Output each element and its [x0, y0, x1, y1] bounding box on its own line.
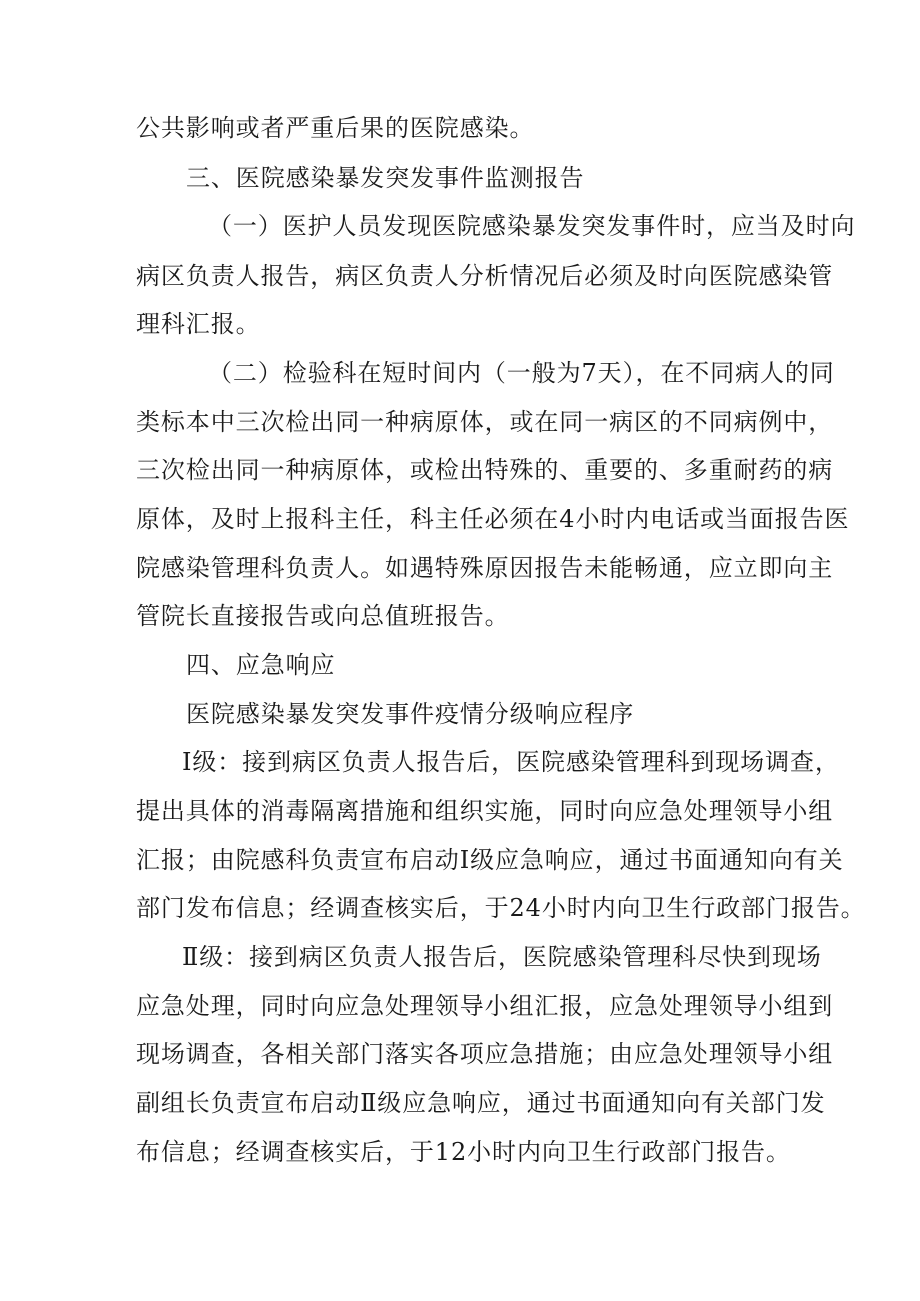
section-heading: 四、应急响应 — [186, 651, 336, 679]
paragraph-line: 提出具体的消毒隔离措施和组织实施，同时向应急处理领导小组 — [136, 797, 834, 825]
paragraph-line: 理科汇报。 — [136, 310, 261, 338]
paragraph-line: 院感染管理科负责人。如遇特殊原因报告未能畅通，应立即向主 — [136, 554, 834, 582]
paragraph-line: 副组长负责宣布启动Ⅱ级应急响应，通过书面通知向有关部门发 — [136, 1089, 826, 1117]
paragraph-line: 应急处理，同时向应急处理领导小组汇报，应急处理领导小组到 — [136, 992, 834, 1020]
paragraph-line: Ⅰ级：接到病区负责人报告后，医院感染管理科到现场调查， — [182, 748, 840, 776]
section-heading: 三、医院感染暴发突发事件监测报告 — [186, 164, 585, 192]
paragraph-line: 汇报；由院感科负责宣布启动Ⅰ级应急响应，通过书面通知向有关 — [136, 846, 844, 874]
paragraph-line: 原体，及时上报科主任，科主任必须在4小时内电话或当面报告医 — [136, 505, 850, 533]
paragraph-line: 管院长直接报告或向总值班报告。 — [136, 602, 510, 630]
paragraph-line: （二）检验科在短时间内（一般为7天），在不同病人的同 — [208, 359, 835, 387]
paragraph-line: 类标本中三次检出同一种病原体，或在同一病区的不同病例中， — [136, 408, 834, 436]
paragraph-line: 病区负责人报告，病区负责人分析情况后必须及时向医院感染管 — [136, 262, 834, 290]
subheading: 医院感染暴发突发事件疫情分级响应程序 — [186, 700, 635, 728]
paragraph-line: （一）医护人员发现医院感染暴发突发事件时，应当及时向 — [208, 212, 856, 240]
paragraph-line: 三次检出同一种病原体，或检出特殊的、重要的、多重耐药的病 — [136, 456, 834, 484]
paragraph-line: 现场调查，各相关部门落实各项应急措施；由应急处理领导小组 — [136, 1040, 834, 1068]
paragraph-line: 公共影响或者严重后果的医院感染。 — [136, 114, 535, 142]
paragraph-line: 部门发布信息；经调查核实后，于24小时内向卫生行政部门报告。 — [136, 894, 866, 922]
paragraph-line: 布信息；经调查核实后，于12小时内向卫生行政部门报告。 — [136, 1138, 791, 1166]
paragraph-line: Ⅱ级：接到病区负责人报告后，医院感染管理科尽快到现场 — [182, 943, 822, 971]
